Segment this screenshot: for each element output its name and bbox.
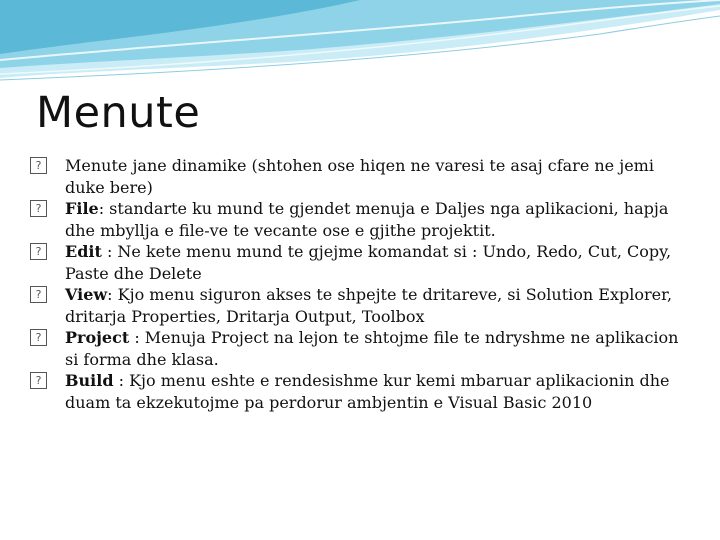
bullet-item (30, 198, 690, 241)
bullet-text: : Menuja Project na lejon te shtojme file te ndryshme ne aplikacion si forma dhe klasa. (65, 328, 679, 369)
bullet-item (30, 155, 690, 198)
bullet-item (30, 241, 690, 284)
bullet-text: : Kjo menu siguron akses te shpejte te dritareve, si Solution Explorer, dritarja Properties, Dritarja Output, Toolbox (65, 285, 673, 326)
header-wave-decoration (0, 0, 720, 90)
slide-title: Menute (36, 88, 201, 138)
bullet-marker-icon: ? (30, 329, 47, 346)
bullet-item (30, 284, 690, 327)
bullet-list (30, 155, 690, 413)
bullet-marker-icon: ? (30, 243, 47, 260)
bullet-text: : Kjo menu eshte e rendesishme kur kemi mbaruar aplikacionin dhe duam ta ekzekutojme pa perdorur ambjentin e Visual Basic 2010 (65, 371, 670, 412)
bullet-item (30, 370, 690, 413)
bullet-text: : Ne kete menu mund te gjejme komandat si : Undo, Redo, Cut, Copy, Paste dhe Delete (65, 242, 672, 283)
bullet-marker-icon: ? (30, 157, 47, 174)
bullet-keyword: View (65, 285, 108, 304)
bullet-marker-icon: ? (30, 286, 47, 303)
bullet-item (30, 327, 690, 370)
bullet-marker-icon: ? (30, 372, 47, 389)
bullet-keyword: Build (65, 371, 114, 390)
bullet-keyword: Edit (65, 242, 102, 261)
bullet-marker-icon: ? (30, 200, 47, 217)
bullet-keyword: Project (65, 328, 130, 347)
bullet-text: Menute jane dinamike (shtohen ose hiqen ne varesi te asaj cfare ne jemi duke bere) (65, 156, 654, 197)
bullet-keyword: File (65, 199, 99, 218)
bullet-text: : standarte ku mund te gjendet menuja e Daljes nga aplikacioni, hapja dhe mbyllja e file-ve te vecante ose e gjithe projektit. (65, 199, 669, 240)
